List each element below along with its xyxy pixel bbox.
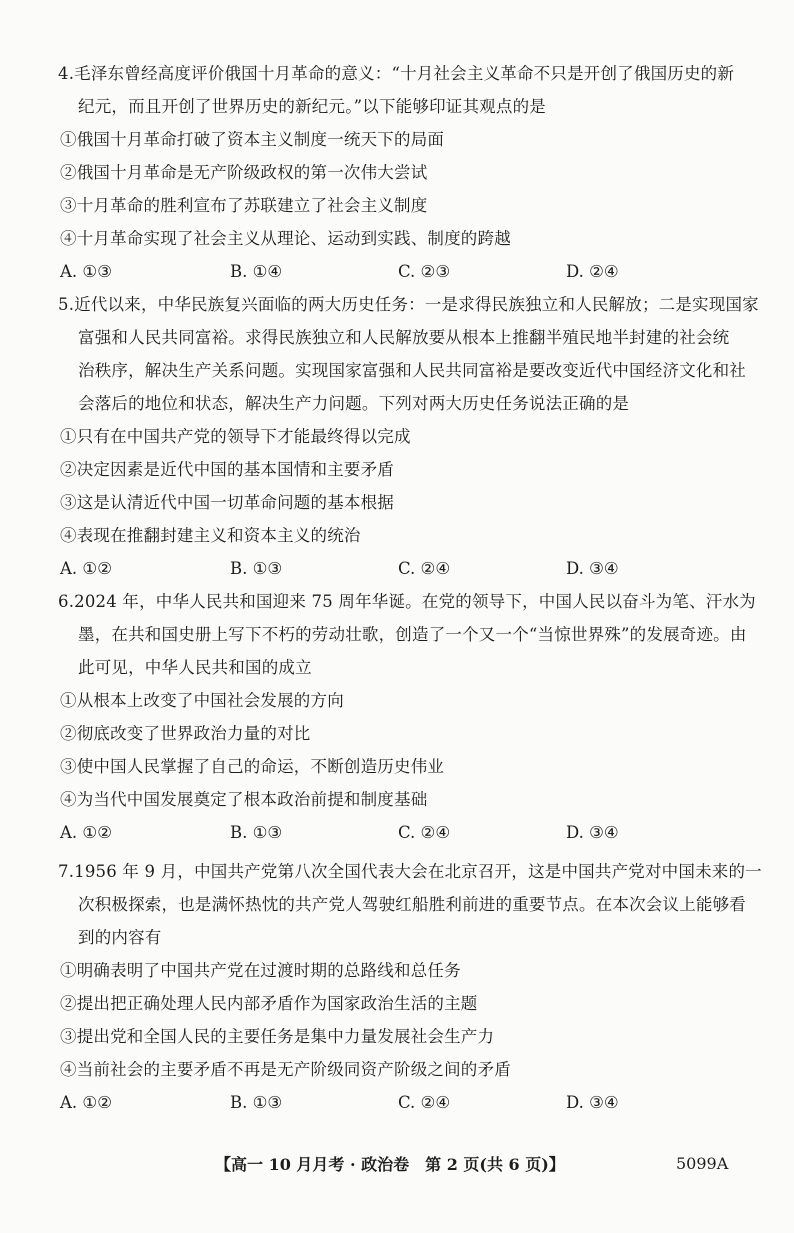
choice-b[interactable]: B. ①③ <box>230 823 283 842</box>
choice-a[interactable]: A. ①② <box>60 559 112 578</box>
answer-choices <box>58 552 738 585</box>
answer-choices <box>58 1086 738 1119</box>
choice-c[interactable]: C. ②④ <box>398 1093 451 1112</box>
question-stem-line: 6.2024 年，中华人民共和国迎来 75 周年华诞。在党的领导下，中国人民以奋斗为笔、汗水为 <box>58 592 756 611</box>
question-6 <box>58 585 756 849</box>
choice-d[interactable]: D. ③④ <box>566 823 619 842</box>
choice-b[interactable]: B. ①③ <box>230 1093 283 1112</box>
question-stem-line: 此可见，中华人民共和国的成立 <box>78 658 312 677</box>
choice-a[interactable]: A. ①② <box>60 1093 112 1112</box>
paper-code: 5099A <box>676 1154 729 1173</box>
choice-c[interactable]: C. ②④ <box>398 823 451 842</box>
question-7 <box>58 855 762 1119</box>
option-statement: ④十月革命实现了社会主义从理论、运动到实践、制度的跨越 <box>60 229 511 248</box>
option-statement: ③十月革命的胜利宣布了苏联建立了社会主义制度 <box>60 196 428 215</box>
option-statement: ④当前社会的主要矛盾不再是无产阶级同资产阶级之间的矛盾 <box>60 1060 511 1079</box>
choice-b[interactable]: B. ①④ <box>230 262 283 281</box>
option-statement: ②俄国十月革命是无产阶级政权的第一次伟大尝试 <box>60 163 428 182</box>
option-statement: ③提出党和全国人民的主要任务是集中力量发展社会生产力 <box>60 1027 495 1046</box>
question-stem-line: 纪元，而且开创了世界历史的新纪元。”以下能够印证其观点的是 <box>78 97 546 116</box>
choice-c[interactable]: C. ②④ <box>398 559 451 578</box>
question-5 <box>58 288 759 585</box>
question-stem-line: 墨，在共和国史册上写下不朽的劳动壮歌，创造了一个又一个“当惊世界殊”的发展奇迹。由 <box>78 625 747 644</box>
option-statement: ③使中国人民掌握了自己的命运，不断创造历史伟业 <box>60 757 445 776</box>
choice-b[interactable]: B. ①③ <box>230 559 283 578</box>
page-footer <box>0 1152 794 1182</box>
question-stem-line: 富强和人民共同富裕。求得民族独立和人民解放要从根本上推翻半殖民地半封建的社会统 <box>78 328 730 347</box>
option-statement: ①俄国十月革命打破了资本主义制度一统天下的局面 <box>60 130 445 149</box>
choice-a[interactable]: A. ①③ <box>60 262 112 281</box>
question-stem-line: 4.毛泽东曾经高度评价俄国十月革命的意义：“十月社会主义革命不只是开创了俄国历史的新 <box>58 64 735 83</box>
choice-d[interactable]: D. ②④ <box>566 262 619 281</box>
option-statement: ②彻底改变了世界政治力量的对比 <box>60 724 311 743</box>
choice-d[interactable]: D. ③④ <box>566 1093 619 1112</box>
footer-title: 【高一 10 月月考 · 政治卷 第 2 页(共 6 页)】 <box>215 1155 565 1174</box>
option-statement: ①明确表明了中国共产党在过渡时期的总路线和总任务 <box>60 961 461 980</box>
option-statement: ④表现在推翻封建主义和资本主义的统治 <box>60 526 361 545</box>
option-statement: ②决定因素是近代中国的基本国情和主要矛盾 <box>60 460 394 479</box>
question-4 <box>58 57 738 288</box>
choice-a[interactable]: A. ①② <box>60 823 112 842</box>
question-stem-line: 7.1956 年 9 月，中国共产党第八次全国代表大会在北京召开，这是中国共产党对中国未来的一 <box>58 862 762 881</box>
option-statement: ①从根本上改变了中国社会发展的方向 <box>60 691 344 710</box>
choice-d[interactable]: D. ③④ <box>566 559 619 578</box>
question-stem-line: 治秩序，解决生产关系问题。实现国家富强和人民共同富裕是要改变近代中国经济文化和社 <box>78 361 746 380</box>
option-statement: ③这是认清近代中国一切革命问题的基本根据 <box>60 493 394 512</box>
question-stem-line: 5.近代以来，中华民族复兴面临的两大历史任务：一是求得民族独立和人民解放；二是实现国家 <box>58 295 759 314</box>
answer-choices <box>58 816 738 849</box>
question-stem-line: 到的内容有 <box>78 928 162 947</box>
choice-c[interactable]: C. ②③ <box>398 262 451 281</box>
option-statement: ②提出把正确处理人民内部矛盾作为国家政治生活的主题 <box>60 994 478 1013</box>
question-stem-line: 会落后的地位和状态，解决生产力问题。下列对两大历史任务说法正确的是 <box>78 394 630 413</box>
option-statement: ①只有在中国共产党的领导下才能最终得以完成 <box>60 427 411 446</box>
option-statement: ④为当代中国发展奠定了根本政治前提和制度基础 <box>60 790 428 809</box>
question-stem-line: 次积极探索，也是满怀热忱的共产党人驾驶红船胜利前进的重要节点。在本次会议上能够看 <box>78 895 746 914</box>
answer-choices <box>58 255 738 288</box>
